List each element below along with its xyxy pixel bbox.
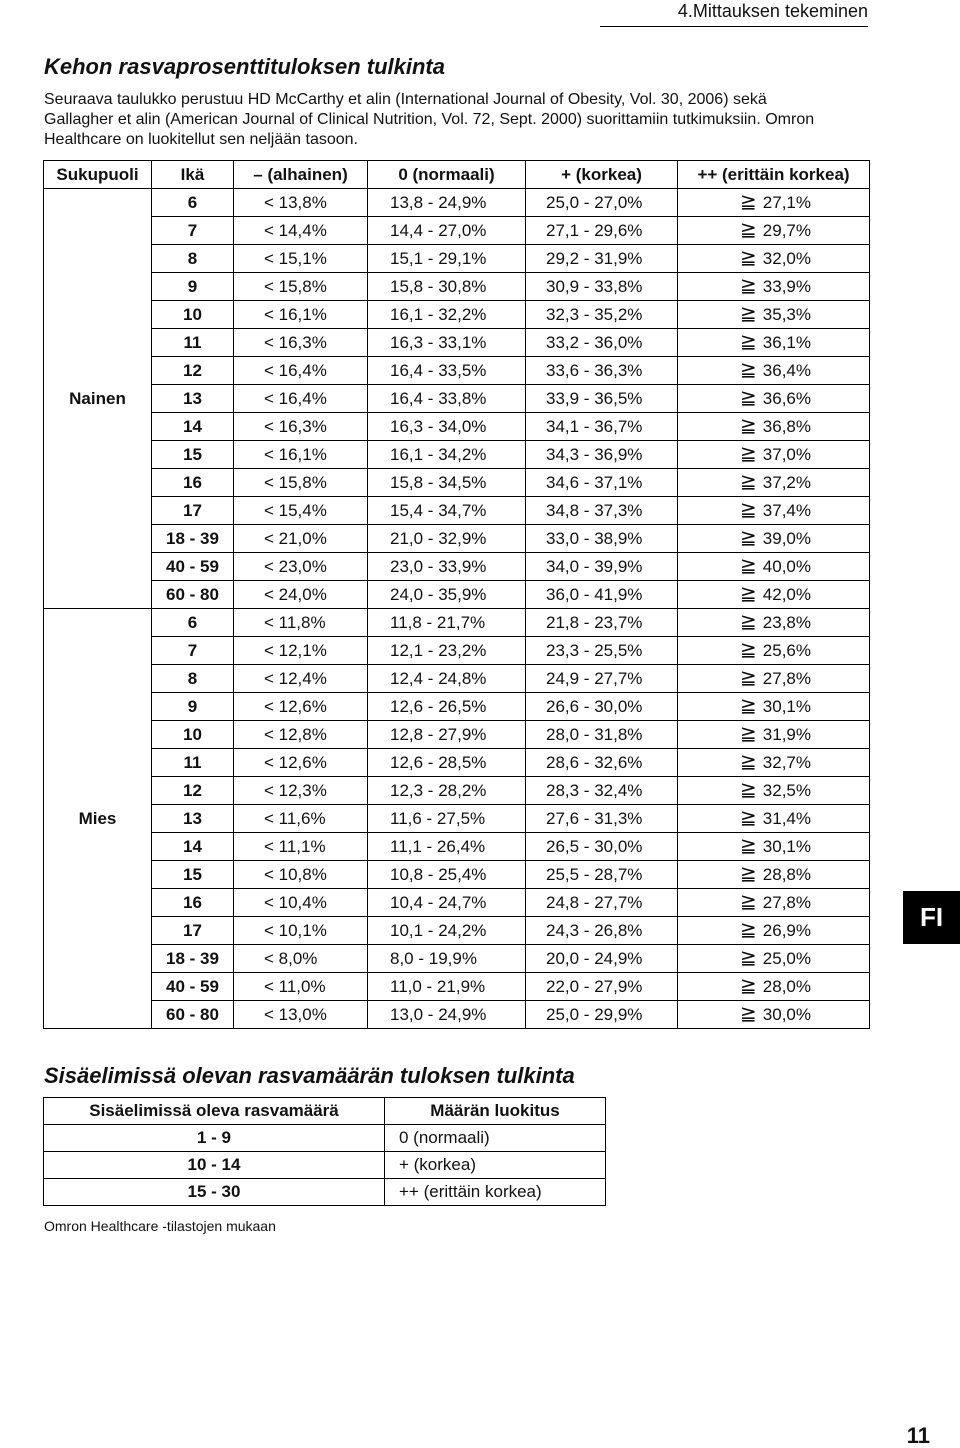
age-cell: 9 — [152, 273, 234, 301]
high-cell: 28,0 - 31,8% — [526, 721, 678, 749]
chapter-header: 4.Mittauksen tekeminen — [600, 0, 868, 27]
low-cell: < 11,0% — [234, 973, 368, 1001]
very-high-value: 27,1% — [762, 193, 811, 212]
header-visceral-level: Sisäelimissä oleva rasvamäärä — [44, 1098, 385, 1125]
low-cell: < 14,4% — [234, 217, 368, 245]
very-high-cell — [678, 609, 870, 637]
very-high-cell — [678, 833, 870, 861]
high-cell: 34,6 - 37,1% — [526, 469, 678, 497]
high-cell: 22,0 - 27,9% — [526, 973, 678, 1001]
normal-cell: 16,3 - 34,0% — [368, 413, 526, 441]
very-high-cell — [678, 273, 870, 301]
visceral-level-cell: 1 - 9 — [44, 1125, 385, 1152]
low-cell: < 12,1% — [234, 637, 368, 665]
greater-equal-symbol: ≧ — [740, 583, 757, 605]
low-cell: < 8,0% — [234, 945, 368, 973]
very-high-value: 30,1% — [762, 837, 811, 856]
very-high-value: 36,6% — [762, 389, 811, 408]
high-cell: 30,9 - 33,8% — [526, 273, 678, 301]
very-high-cell — [678, 497, 870, 525]
normal-cell: 23,0 - 33,9% — [368, 553, 526, 581]
very-high-cell — [678, 973, 870, 1001]
table-row — [44, 357, 870, 385]
sex-cell: Mies — [44, 609, 152, 1029]
table-row — [44, 693, 870, 721]
very-high-value: 28,8% — [762, 865, 811, 884]
age-cell: 8 — [152, 665, 234, 693]
age-cell: 7 — [152, 217, 234, 245]
normal-cell: 11,8 - 21,7% — [368, 609, 526, 637]
very-high-value: 31,4% — [762, 809, 811, 828]
high-cell: 24,8 - 27,7% — [526, 889, 678, 917]
greater-equal-symbol: ≧ — [740, 779, 757, 801]
high-cell: 20,0 - 24,9% — [526, 945, 678, 973]
age-cell: 14 — [152, 833, 234, 861]
low-cell: < 23,0% — [234, 553, 368, 581]
table-row — [44, 469, 870, 497]
very-high-value: 36,8% — [762, 417, 811, 436]
table-row — [44, 273, 870, 301]
very-high-value: 37,0% — [762, 445, 811, 464]
greater-equal-symbol: ≧ — [740, 667, 757, 689]
very-high-cell — [678, 301, 870, 329]
very-high-value: 32,5% — [762, 781, 811, 800]
age-cell: 7 — [152, 637, 234, 665]
very-high-value: 30,0% — [762, 1005, 811, 1024]
very-high-value: 35,3% — [762, 305, 811, 324]
visceral-level-cell: 15 - 30 — [44, 1179, 385, 1206]
very-high-cell — [678, 945, 870, 973]
age-cell: 13 — [152, 385, 234, 413]
age-cell: 18 - 39 — [152, 525, 234, 553]
table-row — [44, 413, 870, 441]
age-cell: 12 — [152, 777, 234, 805]
very-high-cell — [678, 357, 870, 385]
normal-cell: 12,6 - 26,5% — [368, 693, 526, 721]
normal-cell: 12,8 - 27,9% — [368, 721, 526, 749]
low-cell: < 11,1% — [234, 833, 368, 861]
high-cell: 25,5 - 28,7% — [526, 861, 678, 889]
header-high: + (korkea) — [526, 161, 678, 189]
age-cell: 60 - 80 — [152, 1001, 234, 1029]
low-cell: < 13,0% — [234, 1001, 368, 1029]
table-row — [44, 889, 870, 917]
table-row — [44, 553, 870, 581]
low-cell: < 15,1% — [234, 245, 368, 273]
low-cell: < 12,3% — [234, 777, 368, 805]
high-cell: 23,3 - 25,5% — [526, 637, 678, 665]
table-row — [44, 777, 870, 805]
age-cell: 17 — [152, 917, 234, 945]
very-high-cell — [678, 329, 870, 357]
very-high-cell — [678, 441, 870, 469]
table-row — [44, 525, 870, 553]
normal-cell: 16,3 - 33,1% — [368, 329, 526, 357]
age-cell: 13 — [152, 805, 234, 833]
normal-cell: 16,4 - 33,5% — [368, 357, 526, 385]
normal-cell: 15,8 - 34,5% — [368, 469, 526, 497]
age-cell: 10 — [152, 301, 234, 329]
low-cell: < 16,4% — [234, 357, 368, 385]
low-cell: < 16,3% — [234, 413, 368, 441]
table-row — [44, 189, 870, 217]
greater-equal-symbol: ≧ — [740, 1003, 757, 1025]
age-cell: 12 — [152, 357, 234, 385]
normal-cell: 24,0 - 35,9% — [368, 581, 526, 609]
very-high-cell — [678, 721, 870, 749]
table-row — [44, 301, 870, 329]
very-high-value: 39,0% — [762, 529, 811, 548]
age-cell: 16 — [152, 889, 234, 917]
very-high-cell — [678, 805, 870, 833]
classification-cell: ++ (erittäin korkea) — [385, 1179, 606, 1206]
greater-equal-symbol: ≧ — [740, 611, 757, 633]
visceral-fat-table — [43, 1097, 606, 1206]
greater-equal-symbol: ≧ — [740, 275, 757, 297]
high-cell: 28,3 - 32,4% — [526, 777, 678, 805]
table-row — [44, 749, 870, 777]
source-note: Omron Healthcare -tilastojen mukaan — [44, 1218, 276, 1234]
table-header-row — [44, 1098, 606, 1125]
normal-cell: 15,8 - 30,8% — [368, 273, 526, 301]
greater-equal-symbol: ≧ — [740, 443, 757, 465]
greater-equal-symbol: ≧ — [740, 359, 757, 381]
very-high-cell — [678, 777, 870, 805]
very-high-cell — [678, 749, 870, 777]
high-cell: 34,1 - 36,7% — [526, 413, 678, 441]
normal-cell: 11,1 - 26,4% — [368, 833, 526, 861]
age-cell: 9 — [152, 693, 234, 721]
very-high-cell — [678, 525, 870, 553]
classification-cell: + (korkea) — [385, 1152, 606, 1179]
normal-cell: 11,6 - 27,5% — [368, 805, 526, 833]
normal-cell: 12,6 - 28,5% — [368, 749, 526, 777]
high-cell: 32,3 - 35,2% — [526, 301, 678, 329]
high-cell: 34,8 - 37,3% — [526, 497, 678, 525]
intro-paragraph — [44, 90, 868, 150]
normal-cell: 15,4 - 34,7% — [368, 497, 526, 525]
high-cell: 26,6 - 30,0% — [526, 693, 678, 721]
page-number: 11 — [906, 1423, 930, 1448]
normal-cell: 16,4 - 33,8% — [368, 385, 526, 413]
very-high-value: 40,0% — [762, 557, 811, 576]
high-cell: 25,0 - 29,9% — [526, 1001, 678, 1029]
table-row — [44, 1001, 870, 1029]
table-row — [44, 805, 870, 833]
low-cell: < 21,0% — [234, 525, 368, 553]
high-cell: 27,6 - 31,3% — [526, 805, 678, 833]
header-low: – (alhainen) — [234, 161, 368, 189]
table-row — [44, 917, 870, 945]
high-cell: 28,6 - 32,6% — [526, 749, 678, 777]
high-cell: 33,2 - 36,0% — [526, 329, 678, 357]
very-high-value: 42,0% — [762, 585, 811, 604]
age-cell: 6 — [152, 189, 234, 217]
very-high-value: 33,9% — [762, 277, 811, 296]
very-high-value: 29,7% — [762, 221, 811, 240]
high-cell: 33,6 - 36,3% — [526, 357, 678, 385]
low-cell: < 16,1% — [234, 441, 368, 469]
very-high-value: 26,9% — [762, 921, 811, 940]
very-high-value: 31,9% — [762, 725, 811, 744]
table-row — [44, 637, 870, 665]
very-high-cell — [678, 861, 870, 889]
normal-cell: 15,1 - 29,1% — [368, 245, 526, 273]
very-high-value: 37,2% — [762, 473, 811, 492]
table-row — [44, 497, 870, 525]
header-very-high: ++ (erittäin korkea) — [678, 161, 870, 189]
age-cell: 16 — [152, 469, 234, 497]
language-tab: FI — [903, 891, 960, 944]
high-cell: 24,3 - 26,8% — [526, 917, 678, 945]
greater-equal-symbol: ≧ — [740, 891, 757, 913]
age-cell: 8 — [152, 245, 234, 273]
very-high-value: 32,0% — [762, 249, 811, 268]
low-cell: < 16,1% — [234, 301, 368, 329]
high-cell: 27,1 - 29,6% — [526, 217, 678, 245]
normal-cell: 10,4 - 24,7% — [368, 889, 526, 917]
age-cell: 15 — [152, 861, 234, 889]
very-high-cell — [678, 665, 870, 693]
age-cell: 17 — [152, 497, 234, 525]
greater-equal-symbol: ≧ — [740, 191, 757, 213]
table-row — [44, 329, 870, 357]
age-cell: 14 — [152, 413, 234, 441]
greater-equal-symbol: ≧ — [740, 219, 757, 241]
greater-equal-symbol: ≧ — [740, 471, 757, 493]
greater-equal-symbol: ≧ — [740, 499, 757, 521]
greater-equal-symbol: ≧ — [740, 527, 757, 549]
table-row — [44, 1125, 606, 1152]
low-cell: < 10,1% — [234, 917, 368, 945]
greater-equal-symbol: ≧ — [740, 639, 757, 661]
very-high-cell — [678, 245, 870, 273]
high-cell: 33,9 - 36,5% — [526, 385, 678, 413]
visceral-level-cell: 10 - 14 — [44, 1152, 385, 1179]
header-sex: Sukupuoli — [44, 161, 152, 189]
very-high-value: 37,4% — [762, 501, 811, 520]
greater-equal-symbol: ≧ — [740, 303, 757, 325]
very-high-cell — [678, 637, 870, 665]
very-high-cell — [678, 693, 870, 721]
normal-cell: 11,0 - 21,9% — [368, 973, 526, 1001]
greater-equal-symbol: ≧ — [740, 807, 757, 829]
body-fat-table — [43, 160, 870, 1029]
very-high-value: 25,0% — [762, 949, 811, 968]
normal-cell: 13,8 - 24,9% — [368, 189, 526, 217]
low-cell: < 10,8% — [234, 861, 368, 889]
table-row — [44, 973, 870, 1001]
age-cell: 40 - 59 — [152, 553, 234, 581]
intro-line: Seuraava taulukko perustuu HD McCarthy et alin (International Journal of Obesity, Vol. 30, 2006) sekä — [44, 91, 767, 108]
very-high-value: 27,8% — [762, 669, 811, 688]
very-high-value: 36,4% — [762, 361, 811, 380]
very-high-cell — [678, 469, 870, 497]
very-high-value: 25,6% — [762, 641, 811, 660]
very-high-cell — [678, 385, 870, 413]
high-cell: 29,2 - 31,9% — [526, 245, 678, 273]
normal-cell: 12,4 - 24,8% — [368, 665, 526, 693]
table-row — [44, 721, 870, 749]
greater-equal-symbol: ≧ — [740, 975, 757, 997]
very-high-value: 32,7% — [762, 753, 811, 772]
high-cell: 21,8 - 23,7% — [526, 609, 678, 637]
low-cell: < 15,8% — [234, 273, 368, 301]
table-header-row — [44, 161, 870, 189]
normal-cell: 12,3 - 28,2% — [368, 777, 526, 805]
header-classification: Määrän luokitus — [385, 1098, 606, 1125]
header-normal: 0 (normaali) — [368, 161, 526, 189]
intro-line: Healthcare on luokitellut sen neljään tasoon. — [44, 131, 358, 148]
table-row — [44, 861, 870, 889]
low-cell: < 11,8% — [234, 609, 368, 637]
table-row — [44, 609, 870, 637]
greater-equal-symbol: ≧ — [740, 331, 757, 353]
high-cell: 34,0 - 39,9% — [526, 553, 678, 581]
greater-equal-symbol: ≧ — [740, 695, 757, 717]
high-cell: 24,9 - 27,7% — [526, 665, 678, 693]
low-cell: < 15,8% — [234, 469, 368, 497]
low-cell: < 16,4% — [234, 385, 368, 413]
classification-cell: 0 (normaali) — [385, 1125, 606, 1152]
normal-cell: 16,1 - 34,2% — [368, 441, 526, 469]
normal-cell: 12,1 - 23,2% — [368, 637, 526, 665]
low-cell: < 13,8% — [234, 189, 368, 217]
fat-section-title: Kehon rasvaprosenttituloksen tulkinta — [44, 54, 445, 79]
table-row — [44, 665, 870, 693]
normal-cell: 16,1 - 32,2% — [368, 301, 526, 329]
low-cell: < 10,4% — [234, 889, 368, 917]
greater-equal-symbol: ≧ — [740, 835, 757, 857]
high-cell: 26,5 - 30,0% — [526, 833, 678, 861]
low-cell: < 12,6% — [234, 749, 368, 777]
table-row — [44, 945, 870, 973]
low-cell: < 16,3% — [234, 329, 368, 357]
greater-equal-symbol: ≧ — [740, 919, 757, 941]
age-cell: 11 — [152, 329, 234, 357]
low-cell: < 12,4% — [234, 665, 368, 693]
normal-cell: 21,0 - 32,9% — [368, 525, 526, 553]
very-high-value: 36,1% — [762, 333, 811, 352]
very-high-cell — [678, 889, 870, 917]
age-cell: 15 — [152, 441, 234, 469]
very-high-cell — [678, 553, 870, 581]
header-age: Ikä — [152, 161, 234, 189]
very-high-cell — [678, 581, 870, 609]
sex-cell: Nainen — [44, 189, 152, 609]
age-cell: 18 - 39 — [152, 945, 234, 973]
table-row — [44, 833, 870, 861]
table-row — [44, 441, 870, 469]
age-cell: 40 - 59 — [152, 973, 234, 1001]
high-cell: 36,0 - 41,9% — [526, 581, 678, 609]
intro-line: Gallagher et alin (American Journal of Clinical Nutrition, Vol. 72, Sept. 2000) suorittamiin tutkimuksiin. Omron — [44, 111, 815, 128]
very-high-value: 28,0% — [762, 977, 811, 996]
age-cell: 11 — [152, 749, 234, 777]
very-high-cell — [678, 917, 870, 945]
greater-equal-symbol: ≧ — [740, 247, 757, 269]
greater-equal-symbol: ≧ — [740, 387, 757, 409]
greater-equal-symbol: ≧ — [740, 947, 757, 969]
normal-cell: 13,0 - 24,9% — [368, 1001, 526, 1029]
normal-cell: 10,1 - 24,2% — [368, 917, 526, 945]
very-high-cell — [678, 189, 870, 217]
high-cell: 34,3 - 36,9% — [526, 441, 678, 469]
age-cell: 60 - 80 — [152, 581, 234, 609]
very-high-cell — [678, 217, 870, 245]
very-high-value: 23,8% — [762, 613, 811, 632]
table-row — [44, 1179, 606, 1206]
table-row — [44, 385, 870, 413]
normal-cell: 8,0 - 19,9% — [368, 945, 526, 973]
low-cell: < 12,8% — [234, 721, 368, 749]
greater-equal-symbol: ≧ — [740, 555, 757, 577]
low-cell: < 24,0% — [234, 581, 368, 609]
normal-cell: 14,4 - 27,0% — [368, 217, 526, 245]
age-cell: 6 — [152, 609, 234, 637]
visceral-section-title: Sisäelimissä olevan rasvamäärän tuloksen tulkinta — [44, 1063, 575, 1088]
greater-equal-symbol: ≧ — [740, 415, 757, 437]
table-row — [44, 1152, 606, 1179]
table-row — [44, 245, 870, 273]
low-cell: < 15,4% — [234, 497, 368, 525]
table-row — [44, 581, 870, 609]
normal-cell: 10,8 - 25,4% — [368, 861, 526, 889]
low-cell: < 12,6% — [234, 693, 368, 721]
very-high-value: 27,8% — [762, 893, 811, 912]
greater-equal-symbol: ≧ — [740, 723, 757, 745]
low-cell: < 11,6% — [234, 805, 368, 833]
greater-equal-symbol: ≧ — [740, 751, 757, 773]
very-high-cell — [678, 1001, 870, 1029]
greater-equal-symbol: ≧ — [740, 863, 757, 885]
high-cell: 33,0 - 38,9% — [526, 525, 678, 553]
very-high-cell — [678, 413, 870, 441]
very-high-value: 30,1% — [762, 697, 811, 716]
age-cell: 10 — [152, 721, 234, 749]
table-row — [44, 217, 870, 245]
high-cell: 25,0 - 27,0% — [526, 189, 678, 217]
